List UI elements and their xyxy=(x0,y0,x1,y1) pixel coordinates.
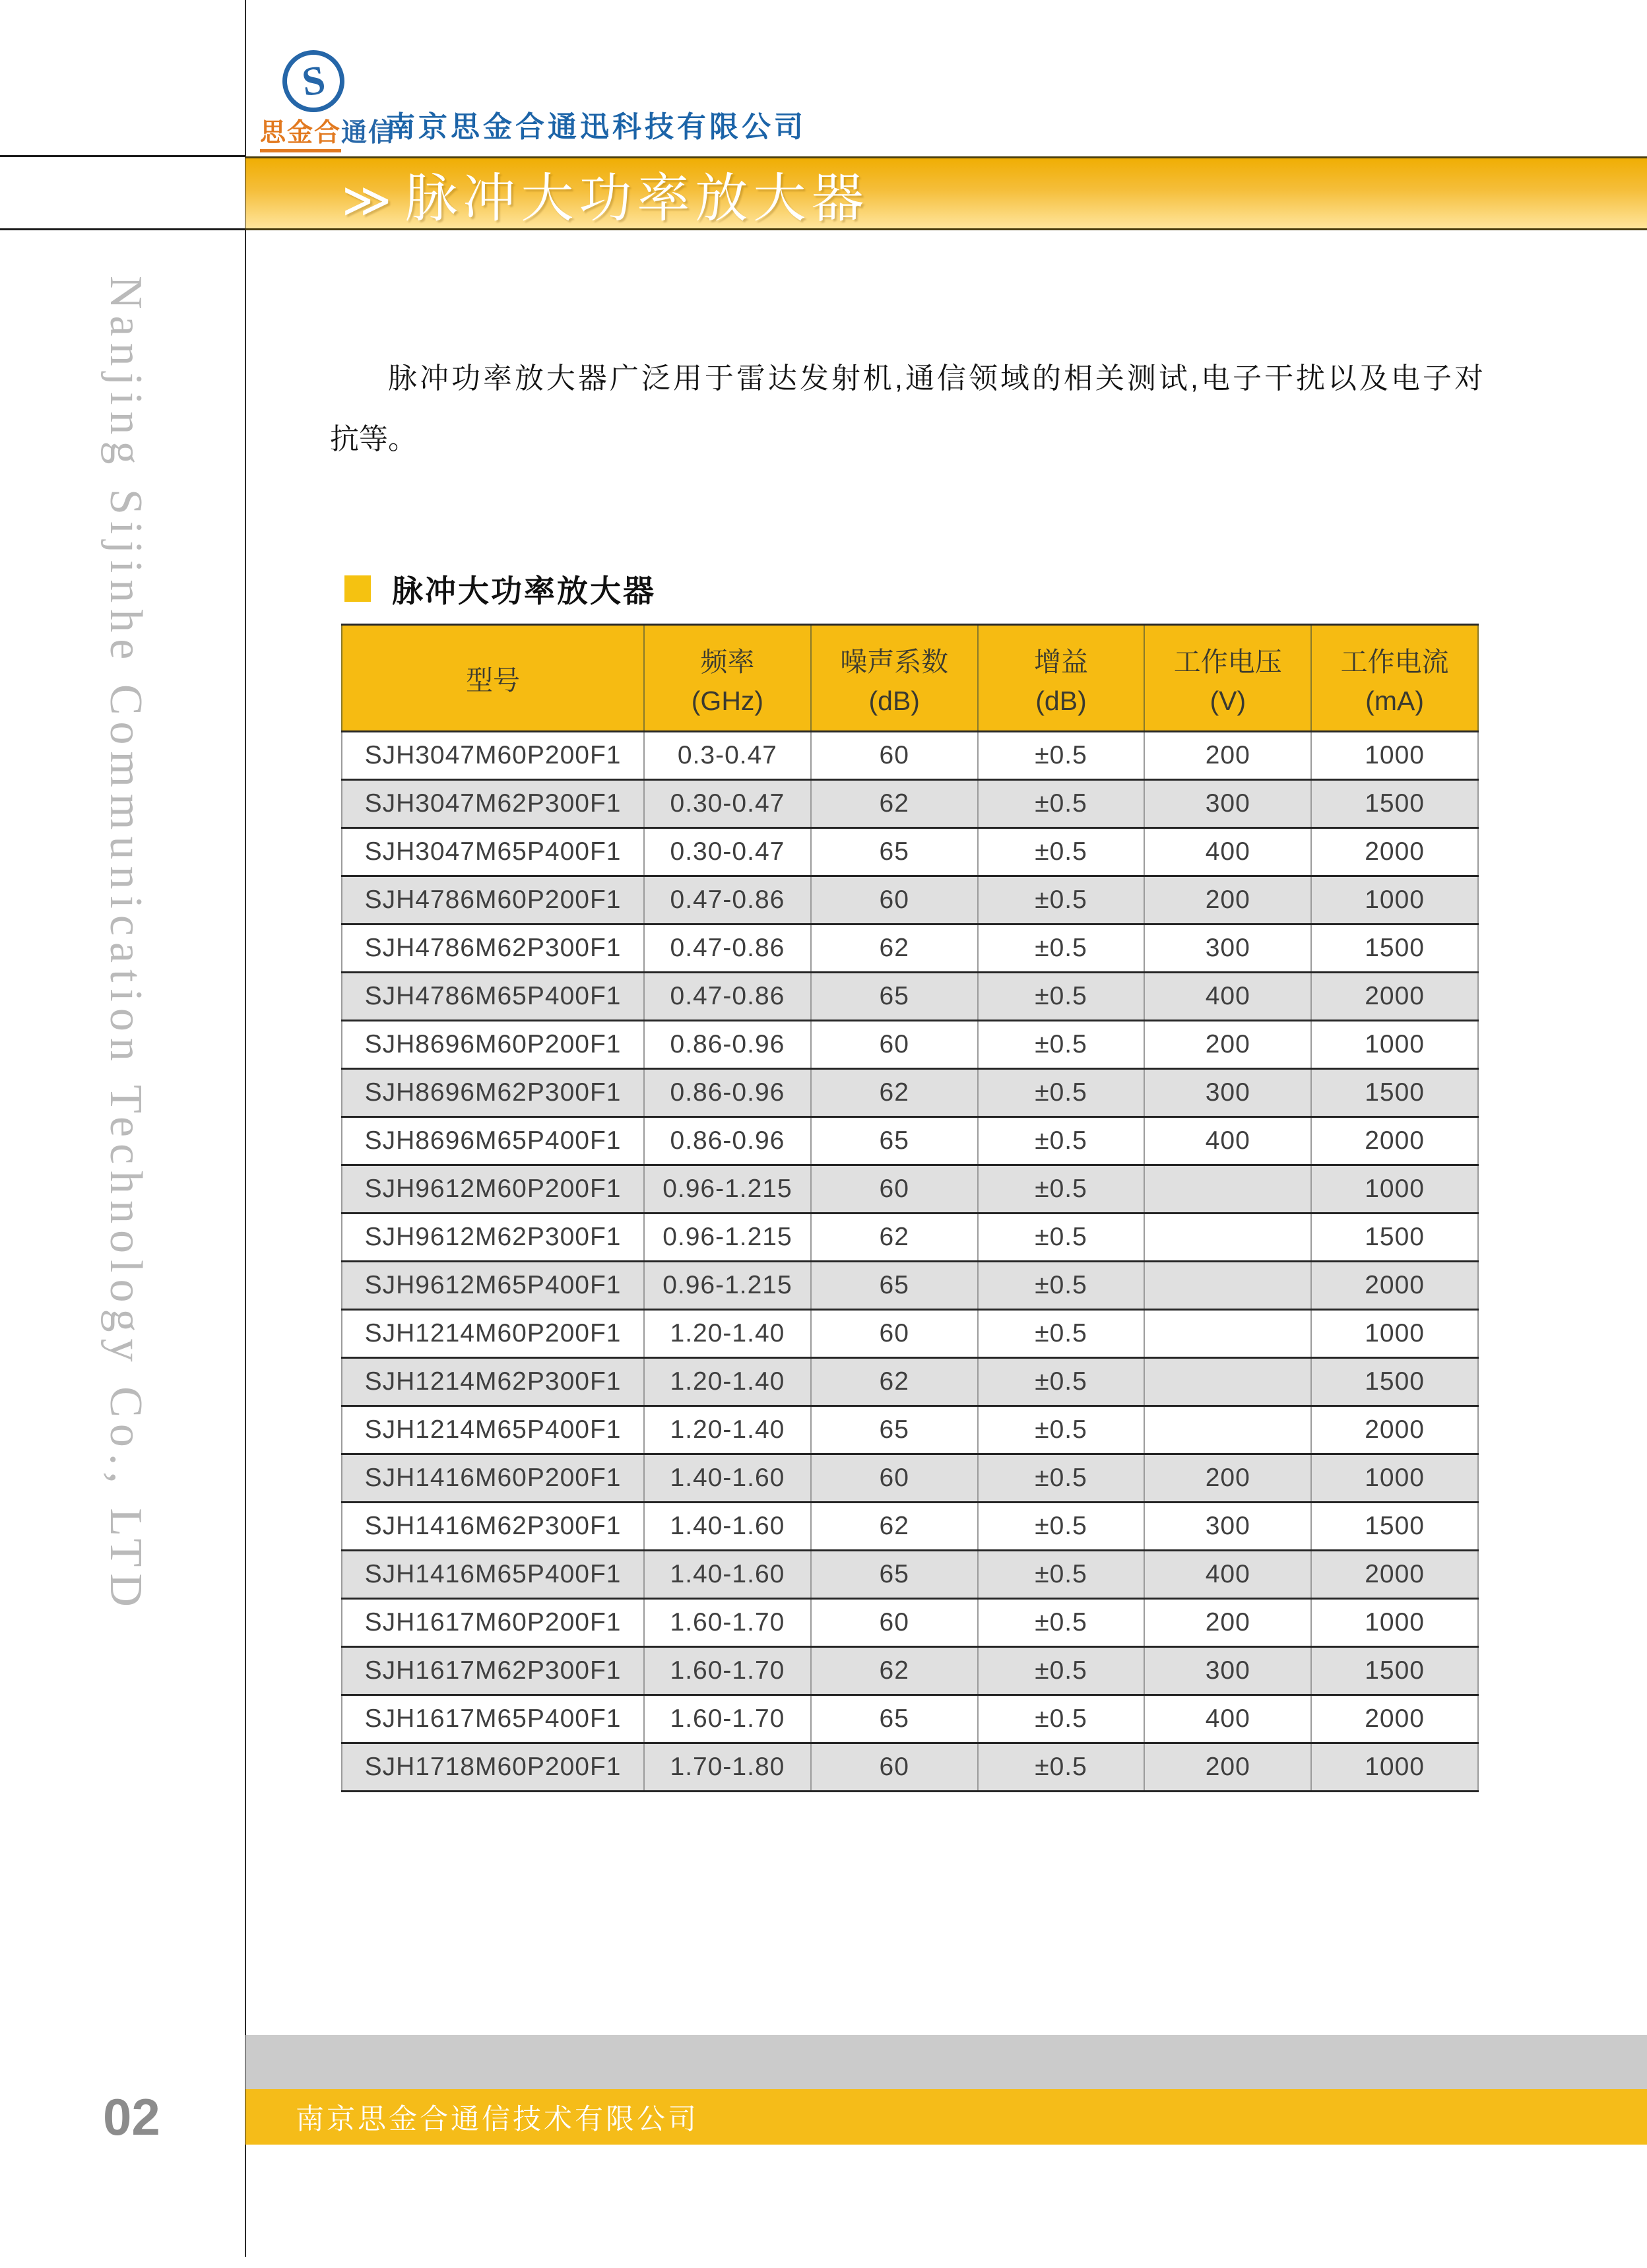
column-header: 型号 xyxy=(342,625,644,732)
table-cell: 62 xyxy=(811,1358,978,1406)
table-cell: SJH9612M62P300F1 xyxy=(342,1214,644,1262)
table-row xyxy=(342,1695,1478,1743)
table-cell: 60 xyxy=(811,1743,978,1792)
table-row xyxy=(342,1310,1478,1358)
table-cell: SJH1214M65P400F1 xyxy=(342,1406,644,1454)
table-cell: 2000 xyxy=(1311,828,1478,876)
table-cell: 1000 xyxy=(1311,1021,1478,1069)
table-row xyxy=(342,732,1478,780)
table-cell: 65 xyxy=(811,1117,978,1165)
table-cell: 65 xyxy=(811,1406,978,1454)
table-cell: ±0.5 xyxy=(978,1551,1145,1599)
table-cell: 1500 xyxy=(1311,1503,1478,1551)
table-cell: 300 xyxy=(1144,1503,1311,1551)
table-cell: 65 xyxy=(811,828,978,876)
intro-line-2: 抗等。 xyxy=(330,423,417,455)
table-cell: SJH1416M65P400F1 xyxy=(342,1551,644,1599)
intro-paragraph xyxy=(330,348,1483,470)
table-cell: SJH1416M60P200F1 xyxy=(342,1454,644,1503)
table-row xyxy=(342,1117,1478,1165)
table-cell: 0.96-1.215 xyxy=(644,1214,811,1262)
column-header: 频率 (GHz) xyxy=(644,625,811,732)
table-cell: 300 xyxy=(1144,780,1311,828)
table-cell: 62 xyxy=(811,1503,978,1551)
table-cell: 200 xyxy=(1144,1743,1311,1792)
table-cell: 65 xyxy=(811,1695,978,1743)
left-vertical-rule xyxy=(245,0,246,2257)
column-header: 工作电压 (V) xyxy=(1144,625,1311,732)
intro-line-1: 脉冲功率放大器广泛用于雷达发射机,通信领域的相关测试,电子干扰以及电子对 xyxy=(388,362,1483,395)
table-cell: 1000 xyxy=(1311,1310,1478,1358)
table-cell: 1.20-1.40 xyxy=(644,1310,811,1358)
table-row xyxy=(342,876,1478,924)
table-row xyxy=(342,924,1478,973)
table-cell: 62 xyxy=(811,1214,978,1262)
table-cell: 0.3-0.47 xyxy=(644,732,811,780)
spec-table xyxy=(341,624,1479,1792)
table-cell xyxy=(1144,1262,1311,1310)
table-cell: 1000 xyxy=(1311,1165,1478,1214)
table-cell: SJH4786M60P200F1 xyxy=(342,876,644,924)
table-row xyxy=(342,1358,1478,1406)
spec-table-body xyxy=(342,732,1478,1792)
column-header: 增益 (dB) xyxy=(978,625,1145,732)
table-cell: 2000 xyxy=(1311,1117,1478,1165)
table-cell: 1.60-1.70 xyxy=(644,1695,811,1743)
table-cell: 2000 xyxy=(1311,1695,1478,1743)
table-cell: ±0.5 xyxy=(978,1021,1145,1069)
footer-yellow-band xyxy=(245,2089,1647,2145)
table-cell: 0.30-0.47 xyxy=(644,828,811,876)
table-row xyxy=(342,1165,1478,1214)
table-cell: 1000 xyxy=(1311,1599,1478,1647)
table-cell: 1000 xyxy=(1311,1743,1478,1792)
table-cell: 0.47-0.86 xyxy=(644,924,811,973)
table-row xyxy=(342,1262,1478,1310)
table-cell: ±0.5 xyxy=(978,1069,1145,1117)
footer-company-name: 南京思金合通信技术有限公司 xyxy=(296,2103,699,2135)
table-cell: ±0.5 xyxy=(978,924,1145,973)
table-row xyxy=(342,1069,1478,1117)
table-cell: SJH9612M60P200F1 xyxy=(342,1165,644,1214)
table-cell: SJH9612M65P400F1 xyxy=(342,1262,644,1310)
company-logo xyxy=(282,50,344,112)
table-cell xyxy=(1144,1165,1311,1214)
table-cell: 0.86-0.96 xyxy=(644,1117,811,1165)
page-number: 02 xyxy=(103,2088,160,2146)
sidebar-vertical-company-name: Nanjing Sijinhe Communication Technology Co., LTD xyxy=(100,276,151,1613)
table-cell: ±0.5 xyxy=(978,1358,1145,1406)
table-cell: 2000 xyxy=(1311,1406,1478,1454)
table-cell: SJH1617M65P400F1 xyxy=(342,1695,644,1743)
table-cell: 1.40-1.60 xyxy=(644,1454,811,1503)
table-cell: 200 xyxy=(1144,732,1311,780)
table-cell: 60 xyxy=(811,732,978,780)
company-name: 南京思金合通迅科技有限公司 xyxy=(386,111,806,143)
table-cell: 1000 xyxy=(1311,1454,1478,1503)
table-cell: 62 xyxy=(811,924,978,973)
section-heading xyxy=(344,570,656,607)
table-cell: ±0.5 xyxy=(978,732,1145,780)
table-cell: 2000 xyxy=(1311,1262,1478,1310)
table-cell: 1500 xyxy=(1311,1069,1478,1117)
table-cell: SJH1214M60P200F1 xyxy=(342,1310,644,1358)
table-cell: SJH3047M60P200F1 xyxy=(342,732,644,780)
table-cell xyxy=(1144,1310,1311,1358)
table-cell: ±0.5 xyxy=(978,1310,1145,1358)
table-cell: 60 xyxy=(811,1599,978,1647)
table-cell: 0.30-0.47 xyxy=(644,780,811,828)
table-cell: 2000 xyxy=(1311,973,1478,1021)
table-cell: 60 xyxy=(811,1310,978,1358)
table-cell: ±0.5 xyxy=(978,1503,1145,1551)
table-row xyxy=(342,1406,1478,1454)
table-row xyxy=(342,973,1478,1021)
table-cell: 1.20-1.40 xyxy=(644,1358,811,1406)
table-cell: SJH1617M60P200F1 xyxy=(342,1599,644,1647)
table-cell: SJH3047M62P300F1 xyxy=(342,780,644,828)
table-row xyxy=(342,1599,1478,1647)
table-cell: 62 xyxy=(811,1647,978,1695)
table-cell: 300 xyxy=(1144,1647,1311,1695)
table-cell: ±0.5 xyxy=(978,1695,1145,1743)
table-cell: 1.40-1.60 xyxy=(644,1503,811,1551)
table-cell: SJH3047M65P400F1 xyxy=(342,828,644,876)
banner-left-bottom-line xyxy=(0,228,245,230)
table-cell: 1500 xyxy=(1311,1358,1478,1406)
table-cell: ±0.5 xyxy=(978,973,1145,1021)
table-cell: ±0.5 xyxy=(978,1743,1145,1792)
column-header: 噪声系数 (dB) xyxy=(811,625,978,732)
table-cell: 200 xyxy=(1144,1599,1311,1647)
table-cell: 1.60-1.70 xyxy=(644,1599,811,1647)
table-cell: SJH4786M65P400F1 xyxy=(342,973,644,1021)
table-cell: 0.47-0.86 xyxy=(644,876,811,924)
logo-s-glyph: S xyxy=(299,57,328,106)
table-cell: ±0.5 xyxy=(978,1406,1145,1454)
table-cell: 1.20-1.40 xyxy=(644,1406,811,1454)
spec-table-header-row xyxy=(342,625,1478,732)
table-cell: SJH8696M62P300F1 xyxy=(342,1069,644,1117)
table-cell: 300 xyxy=(1144,924,1311,973)
table-row xyxy=(342,1503,1478,1551)
page-title xyxy=(245,156,869,232)
table-cell: ±0.5 xyxy=(978,1117,1145,1165)
table-cell: 62 xyxy=(811,1069,978,1117)
table-cell: 2000 xyxy=(1311,1551,1478,1599)
table-row xyxy=(342,780,1478,828)
table-cell xyxy=(1144,1214,1311,1262)
table-cell: 1500 xyxy=(1311,780,1478,828)
table-cell: 200 xyxy=(1144,876,1311,924)
table-cell: ±0.5 xyxy=(978,780,1145,828)
table-cell: 1500 xyxy=(1311,1647,1478,1695)
table-cell: SJH4786M62P300F1 xyxy=(342,924,644,973)
table-row xyxy=(342,828,1478,876)
table-cell: 0.86-0.96 xyxy=(644,1069,811,1117)
table-cell: 60 xyxy=(811,1165,978,1214)
section-title: 脉冲大功率放大器 xyxy=(392,573,656,608)
table-cell: 60 xyxy=(811,1454,978,1503)
table-cell: 400 xyxy=(1144,1117,1311,1165)
table-cell: 0.96-1.215 xyxy=(644,1165,811,1214)
table-cell: 1.40-1.60 xyxy=(644,1551,811,1599)
logo-wordmark-blue: 通信 xyxy=(341,119,396,147)
table-cell xyxy=(1144,1358,1311,1406)
table-cell: 1500 xyxy=(1311,1214,1478,1262)
table-cell: 1.60-1.70 xyxy=(644,1647,811,1695)
table-cell: SJH1617M62P300F1 xyxy=(342,1647,644,1695)
spec-table-header xyxy=(342,625,1478,732)
title-banner xyxy=(245,156,1647,230)
table-cell: 400 xyxy=(1144,1551,1311,1599)
table-cell: 0.96-1.215 xyxy=(644,1262,811,1310)
table-cell: 60 xyxy=(811,876,978,924)
table-cell: 300 xyxy=(1144,1069,1311,1117)
table-cell: 1500 xyxy=(1311,924,1478,973)
table-cell: SJH1214M62P300F1 xyxy=(342,1358,644,1406)
table-cell: 1000 xyxy=(1311,732,1478,780)
table-cell: ±0.5 xyxy=(978,1454,1145,1503)
footer-gray-band xyxy=(245,2035,1647,2089)
table-cell: ±0.5 xyxy=(978,1647,1145,1695)
table-cell: 400 xyxy=(1144,973,1311,1021)
table-cell: 200 xyxy=(1144,1454,1311,1503)
table-row xyxy=(342,1743,1478,1792)
table-cell: 400 xyxy=(1144,828,1311,876)
table-cell: 62 xyxy=(811,780,978,828)
table-cell: ±0.5 xyxy=(978,876,1145,924)
table-cell: 0.86-0.96 xyxy=(644,1021,811,1069)
logo-wordmark xyxy=(260,112,395,149)
table-cell: ±0.5 xyxy=(978,828,1145,876)
logo-wordmark-orange: 思金合 xyxy=(260,119,341,152)
table-cell: SJH1416M62P300F1 xyxy=(342,1503,644,1551)
table-row xyxy=(342,1454,1478,1503)
table-cell: 65 xyxy=(811,973,978,1021)
table-cell: 65 xyxy=(811,1262,978,1310)
page-title-text: 脉冲大功率放大器 xyxy=(404,170,870,228)
table-row xyxy=(342,1021,1478,1069)
table-cell: ±0.5 xyxy=(978,1599,1145,1647)
chevron-icon: ≫ xyxy=(342,174,397,227)
table-cell: SJH8696M60P200F1 xyxy=(342,1021,644,1069)
table-cell xyxy=(1144,1406,1311,1454)
table-cell: 65 xyxy=(811,1551,978,1599)
table-row xyxy=(342,1214,1478,1262)
table-row xyxy=(342,1647,1478,1695)
table-cell: 0.47-0.86 xyxy=(644,973,811,1021)
section-bullet-icon xyxy=(344,575,371,602)
table-row xyxy=(342,1551,1478,1599)
table-cell: 60 xyxy=(811,1021,978,1069)
table-cell: 1000 xyxy=(1311,876,1478,924)
table-cell: ±0.5 xyxy=(978,1214,1145,1262)
table-cell: 400 xyxy=(1144,1695,1311,1743)
banner-left-top-line xyxy=(0,155,245,157)
table-cell: ±0.5 xyxy=(978,1262,1145,1310)
table-cell: ±0.5 xyxy=(978,1165,1145,1214)
table-cell: 1.70-1.80 xyxy=(644,1743,811,1792)
table-cell: 200 xyxy=(1144,1021,1311,1069)
table-cell: SJH1718M60P200F1 xyxy=(342,1743,644,1792)
table-cell: SJH8696M65P400F1 xyxy=(342,1117,644,1165)
column-header: 工作电流 (mA) xyxy=(1311,625,1478,732)
